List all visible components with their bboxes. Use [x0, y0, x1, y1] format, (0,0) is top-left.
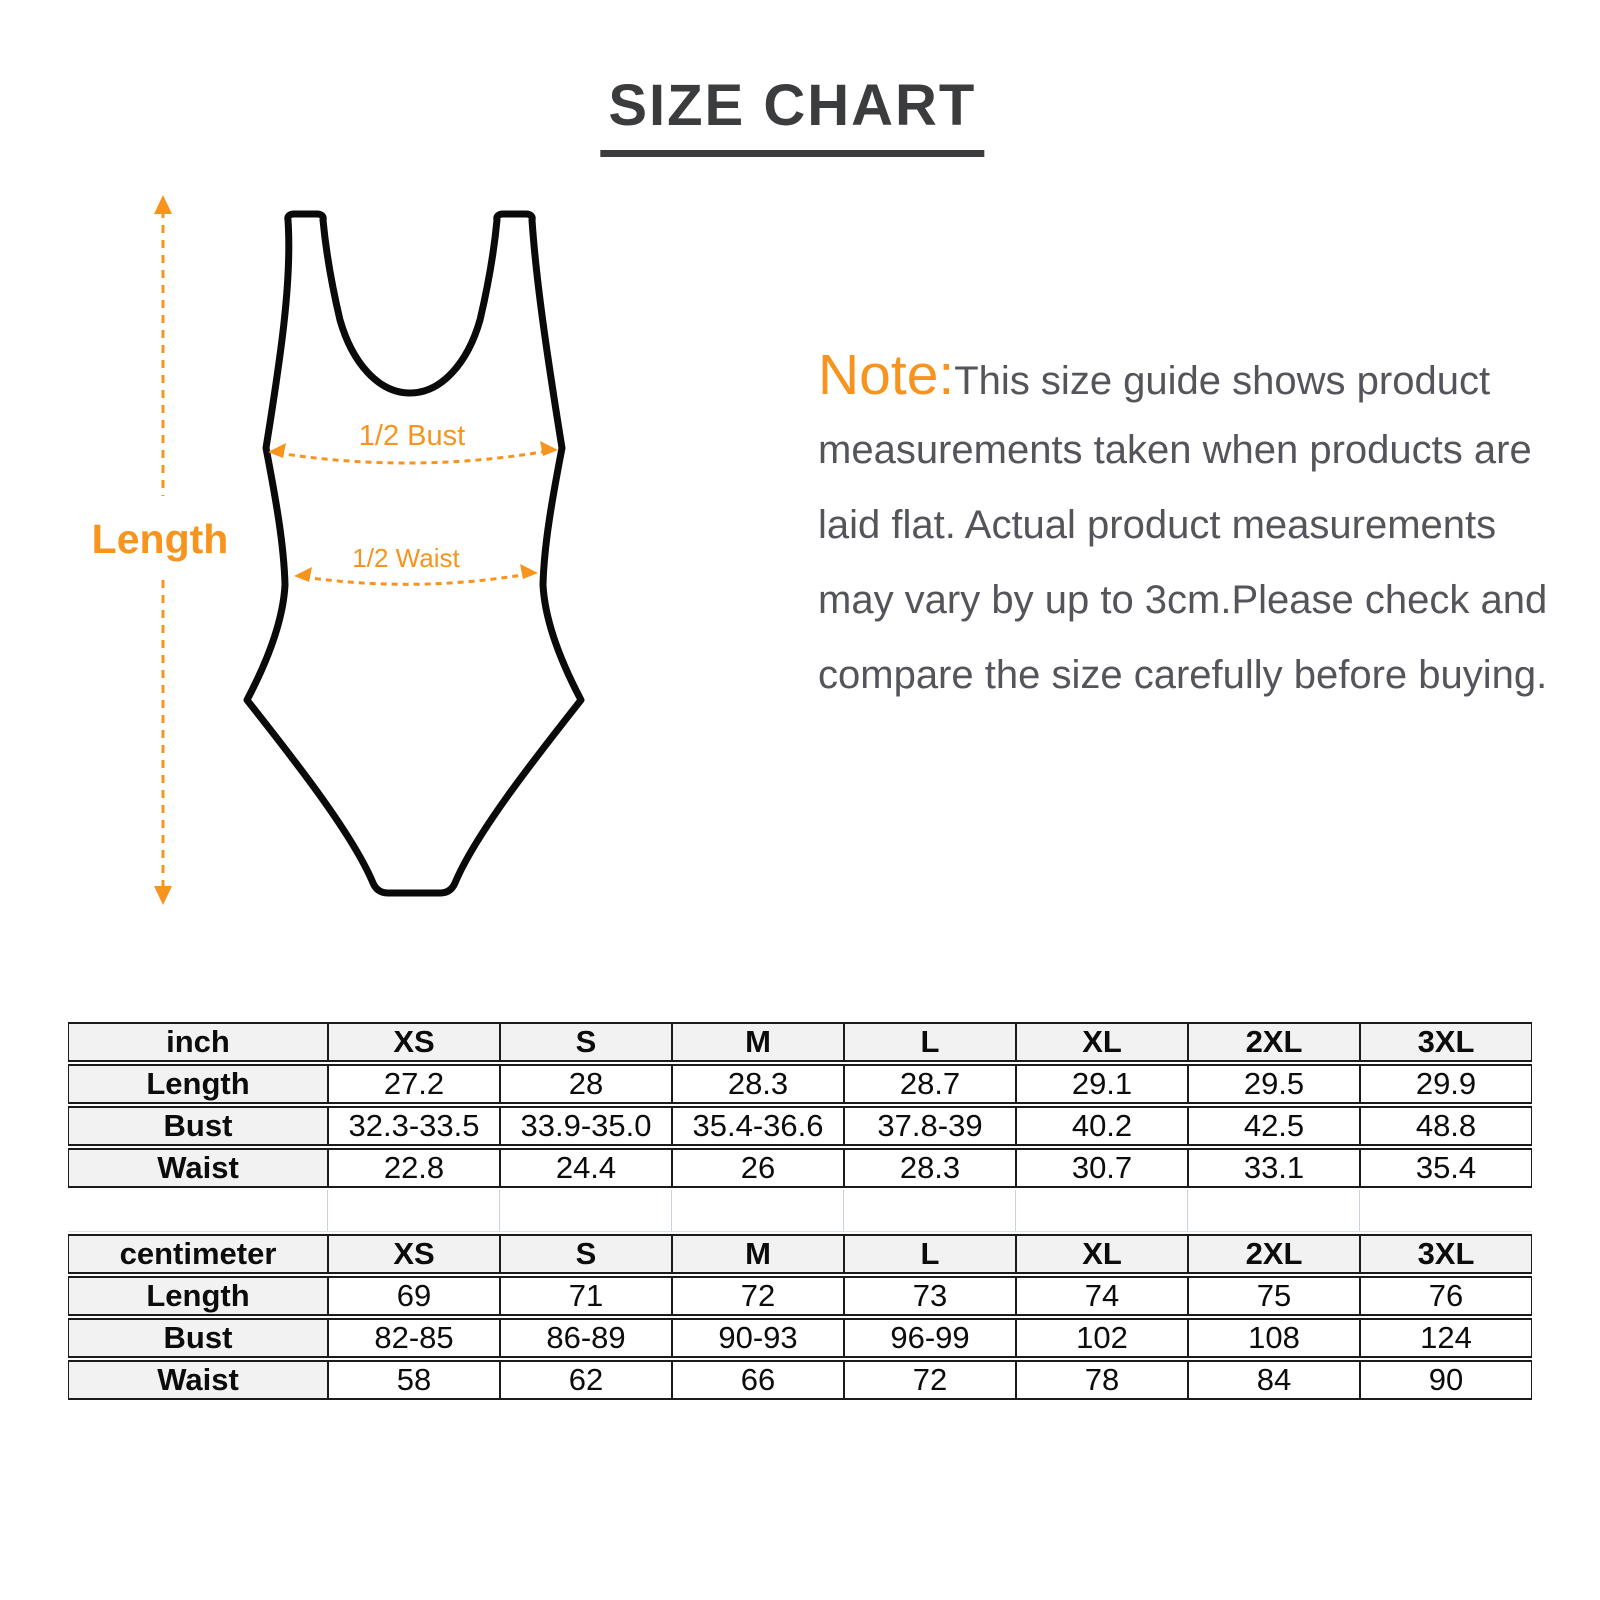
table-cell: 78	[1016, 1360, 1188, 1400]
table-header-row	[68, 1022, 1532, 1062]
note-line: measurements taken when products are	[818, 428, 1532, 472]
note-line: may vary by up to 3cm.Please check and	[818, 578, 1548, 622]
size-tables	[68, 1020, 1532, 1402]
centimeter-table-body	[68, 1276, 1532, 1400]
table-cell: 29.5	[1188, 1064, 1360, 1104]
column-header-cell: M	[672, 1234, 844, 1274]
column-header-cell: 2XL	[1188, 1234, 1360, 1274]
row-label-cell: Waist	[68, 1148, 328, 1188]
table-cell: 28	[500, 1064, 672, 1104]
title-wrap	[600, 72, 984, 157]
row-label-cell: Length	[68, 1064, 328, 1104]
table-cell: 58	[328, 1360, 500, 1400]
half-waist-label: 1/2 Waist	[352, 543, 460, 573]
table-cell: 33.1	[1188, 1148, 1360, 1188]
row-label-cell: Bust	[68, 1318, 328, 1358]
table-row	[68, 1148, 1532, 1188]
inch-table-body	[68, 1064, 1532, 1188]
table-cell: 27.2	[328, 1064, 500, 1104]
table-cell: 75	[1188, 1276, 1360, 1316]
table-cell: 30.7	[1016, 1148, 1188, 1188]
note-prefix: Note:	[818, 343, 955, 407]
table-cell: 29.1	[1016, 1064, 1188, 1104]
table-spacer-row	[68, 1190, 1532, 1232]
table-cell: 28.3	[844, 1148, 1016, 1188]
table-cell: 82-85	[328, 1318, 500, 1358]
table-cell: 76	[1360, 1276, 1532, 1316]
table-row	[68, 1360, 1532, 1400]
table-cell: 72	[672, 1276, 844, 1316]
table-cell: 90-93	[672, 1318, 844, 1358]
table-cell: 84	[1188, 1360, 1360, 1400]
column-header-cell: L	[844, 1022, 1016, 1062]
table-cell: 22.8	[328, 1148, 500, 1188]
table-cell: 24.4	[500, 1148, 672, 1188]
column-header-cell: 2XL	[1188, 1022, 1360, 1062]
half-bust-label: 1/2 Bust	[358, 420, 466, 452]
table-cell: 86-89	[500, 1318, 672, 1358]
column-header-cell: XL	[1016, 1234, 1188, 1274]
column-header-cell: S	[500, 1022, 672, 1062]
inch-table-header	[68, 1022, 1532, 1062]
table-header-row	[68, 1234, 1532, 1274]
table-cell: 28.7	[844, 1064, 1016, 1104]
row-label-cell: Length	[68, 1276, 328, 1316]
page-title: SIZE CHART	[600, 72, 984, 157]
centimeter-size-table	[68, 1232, 1532, 1402]
table-cell: 48.8	[1360, 1106, 1532, 1146]
note-paragraph	[818, 338, 1548, 713]
column-header-cell: 3XL	[1360, 1022, 1532, 1062]
column-header-cell: XS	[328, 1022, 500, 1062]
note-line: compare the size carefully before buying.	[818, 653, 1548, 697]
table-row	[68, 1318, 1532, 1358]
column-header-cell: 3XL	[1360, 1234, 1532, 1274]
table-cell: 35.4-36.6	[672, 1106, 844, 1146]
table-cell: 72	[844, 1360, 1016, 1400]
table-cell: 108	[1188, 1318, 1360, 1358]
table-cell: 32.3-33.5	[328, 1106, 500, 1146]
table-cell: 28.3	[672, 1064, 844, 1104]
table-cell: 102	[1016, 1318, 1188, 1358]
row-label-cell: Waist	[68, 1360, 328, 1400]
table-row	[68, 1276, 1532, 1316]
column-header-cell: inch	[68, 1022, 328, 1062]
table-cell: 40.2	[1016, 1106, 1188, 1146]
table-row	[68, 1064, 1532, 1104]
table-cell: 29.9	[1360, 1064, 1532, 1104]
table-cell: 74	[1016, 1276, 1188, 1316]
column-header-cell: XS	[328, 1234, 500, 1274]
table-cell: 124	[1360, 1318, 1532, 1358]
length-label: Length	[60, 516, 260, 563]
column-header-cell: L	[844, 1234, 1016, 1274]
column-header-cell: S	[500, 1234, 672, 1274]
table-cell: 96-99	[844, 1318, 1016, 1358]
inch-size-table	[68, 1020, 1532, 1190]
column-header-cell: centimeter	[68, 1234, 328, 1274]
table-cell: 69	[328, 1276, 500, 1316]
column-header-cell: M	[672, 1022, 844, 1062]
note-text: This size guide shows product	[954, 359, 1491, 403]
table-row	[68, 1106, 1532, 1146]
note-line	[818, 338, 1538, 413]
note-line: laid flat. Actual product measurements	[818, 503, 1497, 547]
table-cell: 35.4	[1360, 1148, 1532, 1188]
table-cell: 71	[500, 1276, 672, 1316]
table-cell: 26	[672, 1148, 844, 1188]
table-cell: 42.5	[1188, 1106, 1360, 1146]
row-label-cell: Bust	[68, 1106, 328, 1146]
table-cell: 66	[672, 1360, 844, 1400]
table-cell: 37.8-39	[844, 1106, 1016, 1146]
table-cell: 90	[1360, 1360, 1532, 1400]
table-cell: 62	[500, 1360, 672, 1400]
column-header-cell: XL	[1016, 1022, 1188, 1062]
centimeter-table-header	[68, 1234, 1532, 1274]
table-cell: 33.9-35.0	[500, 1106, 672, 1146]
table-cell: 73	[844, 1276, 1016, 1316]
